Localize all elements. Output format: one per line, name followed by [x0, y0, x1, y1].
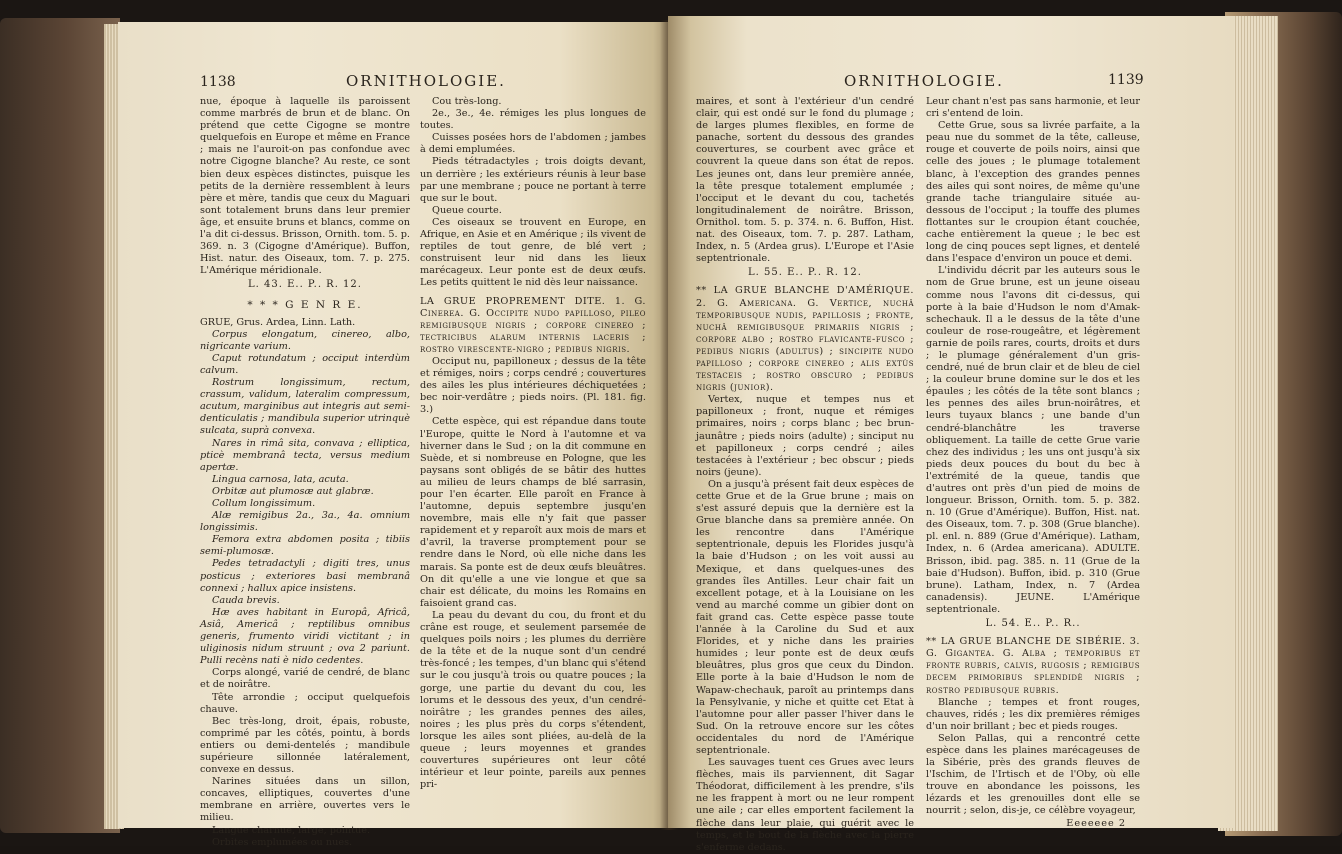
page-number: 1138 — [200, 74, 236, 90]
french-description: Cuisses posées hors de l'abdomen ; jambes à demi emplumées. — [420, 132, 646, 156]
latin-description: Cauda brevis. — [212, 594, 280, 606]
paragraph: Cette espèce, qui est répandue dans toute l'Europe, quitte le Nord à l'automne et va hiverner dans le Sud ; on la dit commune en Suède, et si nombreuse en Pologne, que les paysans sont obligés de se bâtir des huttes au milieu de leurs champs de blé sarrasin, pour l'en écarter. Elle paroît en France à l'automne, depuis septembre jusqu'en novembre, mais elle n'y fait que passer rapidement et y reparoît aux mois de mars et d'avril, la traverse promptement pour se rendre dans le Nord, où elle niche dans les marais. Sa ponte est de deux œufs bleuâtres. On dit qu'elle a une vie longue et que sa chair est délicate, du moins les Romains en faisoient grand cas. — [420, 416, 646, 609]
latin-description: Caput rotundatum ; occiput interdùm calvum. — [200, 352, 410, 376]
latin-description: Femora extra abdomen posita ; tibiis semi-plumosæ. — [200, 534, 410, 558]
left-column-1 — [200, 96, 410, 849]
species-heading: ** LA GRUE BLANCHE DE SIBÉRIE. 3. G. Gigantea. G. Alba ; temporibus et fronte rubris, calvis, rugosis ; remigibus decem primoribus splendidè nigris ; rostro pedibusque rubris. — [926, 636, 1140, 696]
left-cover — [0, 18, 120, 833]
paragraph: On a jusqu'à présent fait deux espèces de cette Grue et de la Grue brune ; mais on s'est assuré depuis que la dernière est la Grue blanche dans sa première année. On les rencontre dans l'Amérique septentrionale, depuis les Florides jusqu'à la baie d'Hudson ; on les voit aussi au Mexique, et dans quelques-unes des grandes îles Antilles. Leur chair fait un excellent potage, et à la Louisiane on les vend au marché comme un gibier dont on fait grand cas. Cette espèce passe toute l'année à la Caroline du Sud et aux Florides, et y niche dans les prairies humides ; leur ponte est de deux œufs bleuâtres, plus gros que ceux du Dindon. Elle porte à la baie d'Hudson le nom de Wapaw-chechauk, paroît au printemps dans la Pensylvanie, y niche et quitte cet Etat à l'automne pour aller passer l'hiver dans le Sud. On la retrouve encore sur les côtes occidentales du nord de l'Amérique septentrionale. — [696, 478, 914, 756]
paragraph: Selon Pallas, qui a rencontré cette espèce dans les plaines marécageuses de la Sibérie, près des grands fleuves de l'Ischim, de l'Irtisch et de l'Oby, où elle trouve en abondance les poissons, les lézards et les grenouilles dont elle se nourrit ; selon, dis-je, ce célèbre voyageur, — [926, 732, 1140, 817]
french-description: Bec très-long, droit, épais, robuste, comprimé par les côtés, pointu, à bords entiers ou demi-dentelés ; mandibule supérieure sillonnée latéralement, convexe en dessus. — [200, 715, 410, 776]
left-page — [118, 22, 670, 848]
genus-title: GRUE, Grus. Ardea, Linn. Lath. — [200, 316, 356, 328]
running-head: ORNITHOLOGIE. — [844, 72, 1004, 90]
latin-description: Rostrum longissimum, rectum, crassum, validum, lateralim compressum, acutum, marginibus aut integris aut semi-denticulatis ; mandibula superior utrinquè sulcata, suprà convexa. — [200, 377, 410, 437]
french-description: Cou très-long. — [432, 96, 502, 107]
reference-line: L. 54. E.. P.. R.. — [985, 618, 1081, 630]
latin-description: Hæ aves habitant in Europâ, Africâ, Asiâ, Americâ ; reptilibus omnibus generis, frumento viridi victitant ; in uliginosis nidum struunt ; ova 2 pariunt. Pulli recèns nati è nido cedentes. — [200, 606, 410, 667]
latin-description: Corpus elongatum, cinereo, albo, nigricante varium. — [200, 328, 410, 352]
latin-description: Pedes tetradactyli ; digiti tres, unus posticus ; exteriores basi membranâ connexi ; hallux apice insistens. — [200, 558, 410, 594]
species-heading: ** LA GRUE BLANCHE D'AMÉRIQUE. 2. G. Americana. G. Vertice, nuchâ temporibusque nudis, papillosis ; fronte, nuchâ remigibusque primariis nigris ; corpore albo ; rostro flavicante-fusco ; pedibus nigris (adultus) ; sincipite nudo papilloso ; corpore cinereo ; alis extùs testaceis ; rostro obscuro ; pedibus nigris (junior). — [696, 285, 914, 394]
latin-description: Alæ remigibus 2a., 3a., 4a. omnium longissimis. — [200, 510, 410, 534]
french-description: Pieds tétradactyles ; trois doigts devant, un derrière ; les extérieurs réunis à leur base par une membrane ; pouce ne portant à terre que sur le bout. — [420, 156, 646, 204]
reference-line: L. 55. E.. P.. R. 12. — [748, 267, 862, 279]
right-column-2 — [926, 96, 1140, 830]
signature-mark: Eeeeeee 2 — [1066, 817, 1126, 829]
french-description: Tête arrondie ; occiput quelquefois chauve. — [200, 691, 410, 715]
paragraph: Ces oiseaux se trouvent en Europe, en Afrique, en Asie et en Amérique ; ils vivent de reptiles de tout genre, de blé vert ; construisent leur nid dans les lieux marécageux. Leur ponte est de deux œufs. Les petits quittent le nid dès leur naissance. — [420, 216, 646, 289]
paragraph: nue, époque à laquelle ils paroissent comme marbrés de brun et de blanc. On prétend que cette Cigogne se montre quelquefois en Europe et même en France ; mais ne l'auroit-on pas confondue avec notre Cigogne blanche? Au reste, ce sont bien deux espèces distinctes, puisque les petits de la dernière ressemblent à leurs père et mère, tandis que ceux du Maguari sont totalement bruns dans leur premier âge, et ensuite bruns et blancs, comme on l'a dit ci-dessus. Brisson, Ornith. tom. 5. p. 369. n. 3 (Cigogne d'Amérique). Buffon, Hist. natur. des Oiseaux, tom. 7. p. 275. L'Amérique méridionale. — [200, 96, 410, 277]
paragraph: La peau du devant du cou, du front et du crâne est rouge, et seulement parsemée de quelques poils noirs ; les plumes du derrière de la tête et de la nuque sont d'un cendré très-foncé ; les tempes, d'un blanc qui s'étend sur le cou jusqu'à trois ou quatre pouces ; la gorge, une partie du devant du cou, les lorums et le dessous des yeux, d'un cendré-noirâtre ; les grandes pennes des ailes, noires ; les plus près du corps s'étendent, lorsque les ailes sont pliées, au-delà de la queue ; leurs moyennes et grandes couvertures supérieures ont leur côté intérieur et leur pointe, pareils aux pennes pri- — [420, 609, 646, 791]
right-page — [668, 16, 1234, 853]
french-description: Langue charnue, large, pointue. — [212, 824, 371, 836]
paragraph: Vertex, nuque et tempes nus et papilloneux ; front, nuque et rémiges primaires, noirs ; corps blanc ; bec brun-jaunâtre ; pieds noirs (adulte) ; sinciput nu et papilloneux ; corps cendré ; ailes testacées à l'extérieur ; bec obscur ; pieds noirs (jeune). — [696, 394, 914, 478]
left-column-2 — [420, 96, 646, 791]
paragraph: Occiput nu, papilloneux ; dessus de la tête et rémiges, noirs ; corps cendré ; couvertures des ailes les plus intérieures déchiquetées ; bec noir-verdâtre ; pieds noirs. (Pl. 181. fig. 3.) — [420, 355, 646, 416]
latin-description: Orbitæ aut plumosæ aut glabræ. — [212, 485, 374, 497]
french-description: 2e., 3e., 4e. rémiges les plus longues de toutes. — [420, 108, 646, 132]
french-description: Queue courte. — [432, 204, 502, 216]
genre-heading: * * * G E N R E. — [247, 298, 363, 311]
french-description: Corps alongé, varié de cendré, de blanc et de noirâtre. — [200, 667, 410, 691]
paragraph: Leur chant n'est pas sans harmonie, et leur cri s'entend de loin. — [926, 96, 1140, 120]
french-description: Orbites emplumées ou nues. — [212, 836, 353, 848]
paragraph: Les sauvages tuent ces Grues avec leurs flèches, mais ils parviennent, dit Sagar Théodorat, difficilement à les prendre, s'ils ne les frappent à mort ou ne leur rompent une aile ; car elles emportent facilement la flèche dans leur plaie, qui guérit avec le temps, et le bout de la flèche avec la pierre s'enferme dedans. — [696, 757, 914, 853]
reference-line: L. 43. E.. P.. R. 12. — [248, 279, 362, 291]
page-number: 1139 — [1108, 72, 1144, 88]
latin-description: Lingua carnosa, lata, acuta. — [212, 473, 349, 485]
latin-description: Collum longissimum. — [212, 498, 316, 509]
running-head: ORNITHOLOGIE. — [346, 72, 506, 90]
species-heading: LA GRUE PROPREMENT DITE. 1. G. Cinerea. G. Occipite nudo papilloso, pileo remigibusque nigris ; corpore cinereo ; tectricibus alarum internis laceris ; rostro virescente-nigro ; pedibus nigris. — [420, 295, 646, 355]
paragraph: maires, et sont à l'extérieur d'un cendré clair, qui est ondé sur le fond du plumage ; de larges plumes flexibles, en forme de panache, sortent du dessous des grandes couvertures, se courbent avec grâce et couvrent la queue dans son état de repos. Les jeunes ont, dans leur première année, la tête presque totalement emplumée ; l'occiput et le devant du cou, tachetés longitudinalement de noirâtre. Brisson, Ornithol. tom. 5. p. 374. n. 6. Buffon, Hist. nat. des Oiseaux, tom. 7. p. 287. Latham, Index, n. 5 (Ardea grus). L'Europe et l'Asie septentrionale. — [696, 96, 914, 265]
right-column-1 — [696, 96, 914, 854]
paragraph: L'individu décrit par les auteurs sous le nom de Grue brune, est un jeune oiseau comme nous l'avons dit ci-dessus, qui porte à la baie d'Hudson le nom d'Amak-schechauk. Il a le dessus de la tête d'une couleur de rose-rougeâtre, et légèrement garnie de poils rares, courts, droits et durs ; le plumage généralement d'un gris-cendré, nué de brun clair et de bleu de ciel ; la couleur brune domine sur le dos et les épaules ; les côtés de la tête sont blancs ; les pennes des ailes brun-noirâtres, et leurs tuyaux blancs ; une bande d'un cendré-blanchâtre les traverse obliquement. La taille de cette Grue varie chez des individus ; les uns ont jusqu'à six pieds deux pouces du bout du bec à l'extrémité de la queue, tandis que d'autres ont près d'un pied de moins de longueur. Brisson, Ornith. tom. 5. p. 382. n. 10 (Grue d'Amérique). Buffon, Hist. nat. des Oiseaux, tom. 7. p. 308 (Grue blanche). pl. enl. n. 889 (Grue d'Amérique). Latham, Index, n. 6 (Ardea americana). ADULTE. Brisson, ibid. pag. 385. n. 11 (Grue de la baie d'Hudson). Buffon, ibid. p. 310 (Grue brune). Latham, Index, n. 7 (Ardea canadensis). JEUNE. L'Amérique septentrionale. — [926, 265, 1140, 615]
paragraph: Blanche ; tempes et front rouges, chauves, ridés ; les dix premières rémiges d'un noir brillant ; bec et pieds rouges. — [926, 696, 1140, 732]
latin-description: Nares in rimâ sita, convava ; elliptica, pticè membranâ tecta, versus medium apertæ. — [200, 437, 410, 473]
french-description: Narines situées dans un sillon, concaves, elliptiques, couvertes d'une membrane en arrière, ouvertes vers le milieu. — [200, 776, 410, 824]
paragraph: Cette Grue, sous sa livrée parfaite, a la peau nue du sommet de la tête, calleuse, rouge et couverte de poils noirs, ainsi que celle des joues ; le plumage totalement blanc, à l'exception des grandes pennes des ailes qui sont noires, de même qu'une grande tache triangulaire située au-dessous de l'occiput ; la touffe des plumes flottantes sur le croupion étant couchée, cache entièrement la queue ; le bec est long de cinq pouces sept lignes, et dentelé dans l'espace d'environ un pouce et demi. — [926, 120, 1140, 265]
